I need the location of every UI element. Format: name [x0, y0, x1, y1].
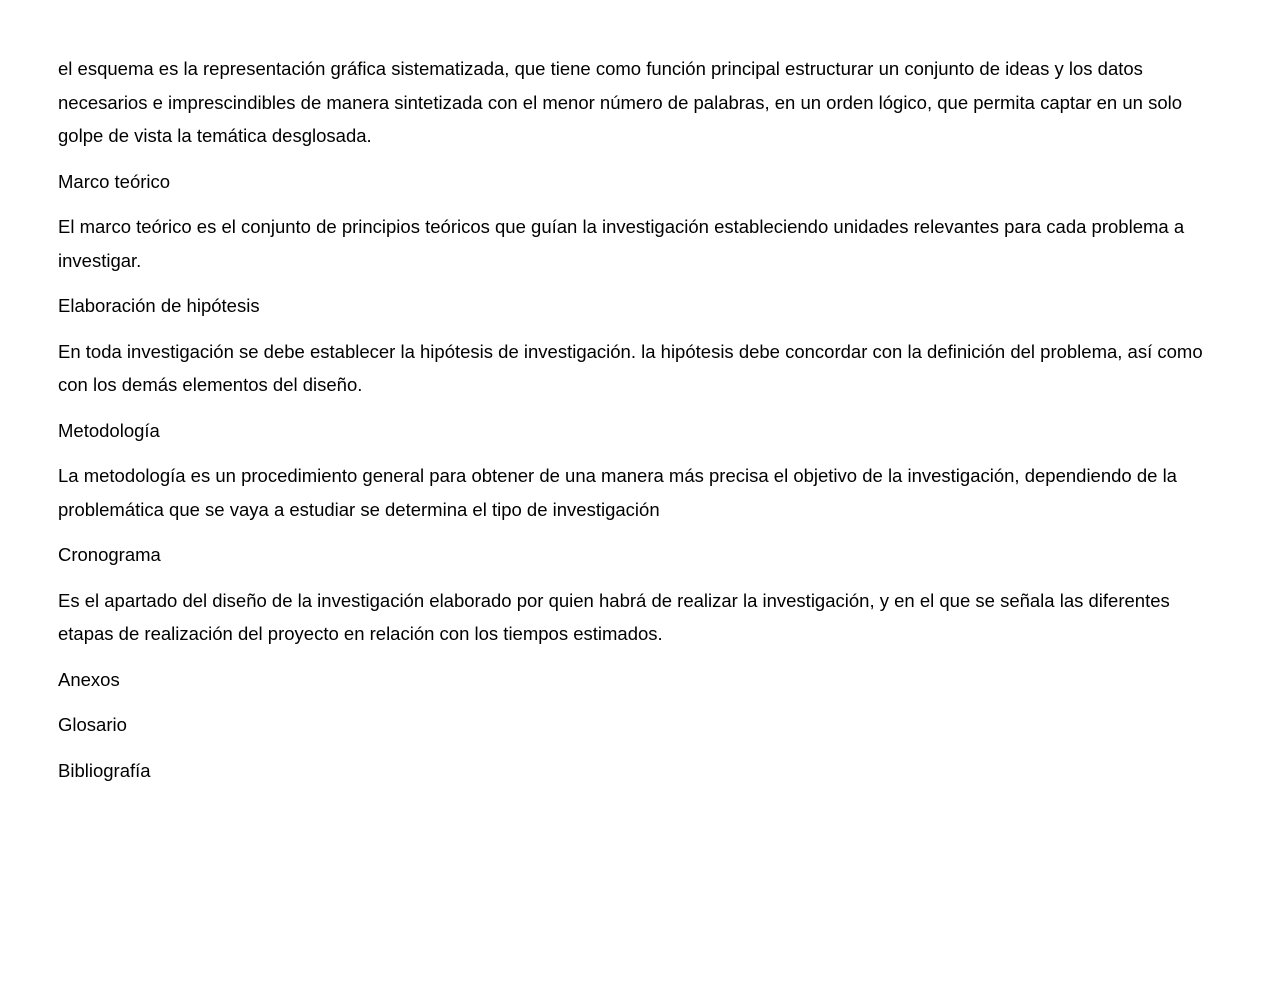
marco-teorico-heading: Marco teórico	[58, 170, 171, 192]
bibliografia-heading: Bibliografía	[58, 759, 151, 781]
anexos-heading: Anexos	[58, 668, 120, 690]
hipotesis-paragraph: En toda investigación se debe establecer la hipótesis de investigación. la hipótesis debe concordar con la definición del problema, así como con los demás elementos del diseño.	[58, 340, 1203, 395]
esquema-paragraph: el esquema es la representación gráfica sistematizada, que tiene como función principal estructurar un conjunto de ideas y los datos necesarios e imprescindibles de manera sintetizada con el menor número de palabras, en un orden lógico, que permita captar en un solo golpe de vista la temática desglosada.	[58, 58, 1183, 146]
marco-teorico-paragraph: El marco teórico es el conjunto de principios teóricos que guían la investigación estableciendo unidades relevantes para cada problema a investigar.	[58, 216, 1185, 271]
metodologia-paragraph: La metodología es un procedimiento general para obtener de una manera más precisa el objetivo de la investigación, dependiendo de la problemática que se vaya a estudiar se determina el tipo de investigación	[58, 465, 1177, 520]
document-page	[58, 52, 1218, 799]
cronograma-paragraph: Es el apartado del diseño de la investigación elaborado por quien habrá de realizar la investigación, y en el que se señala las diferentes etapas de realización del proyecto en relación con los tiempos estimados.	[58, 589, 1170, 644]
hipotesis-heading: Elaboración de hipótesis	[58, 295, 260, 316]
glosario-heading: Glosario	[58, 714, 127, 735]
cronograma-heading: Cronograma	[58, 544, 161, 565]
metodologia-heading: Metodología	[58, 419, 160, 441]
